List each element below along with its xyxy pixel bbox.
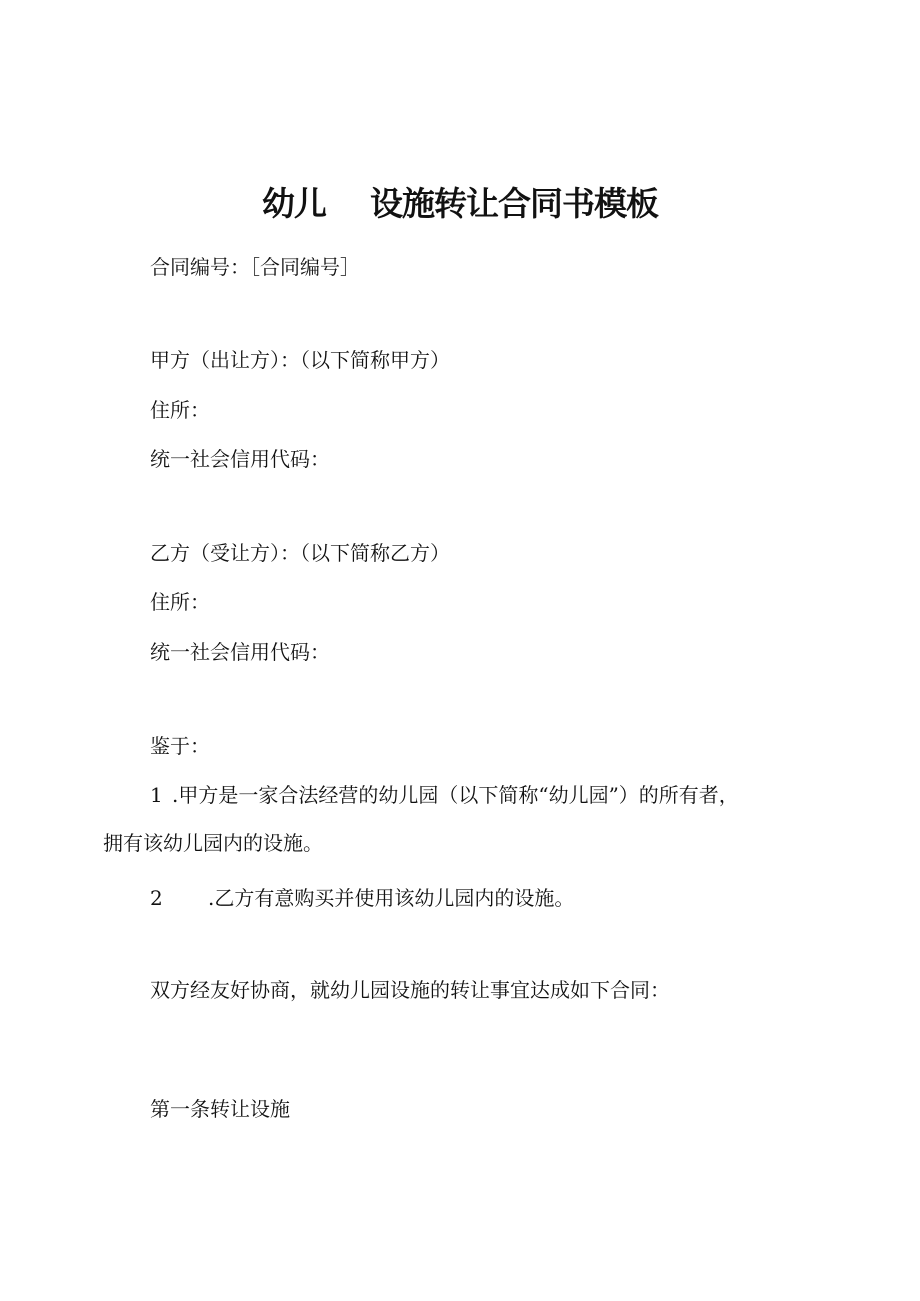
- title-part-1: 幼儿: [262, 184, 326, 223]
- item-1-number: 1: [150, 783, 163, 807]
- whereas-item-1-continued: 拥有该幼儿园内的设施。: [103, 831, 323, 855]
- whereas-item-2: [150, 886, 574, 910]
- article-1-heading: 第一条转让设施: [150, 1097, 290, 1121]
- whereas-item-1: [150, 783, 739, 807]
- title-part-2: 设施转让合同书模板: [370, 184, 658, 223]
- party-a-heading: 甲方（出让方）：（以下简称甲方）: [150, 348, 450, 372]
- party-b-heading: 乙方（受让方）：（以下简称乙方）: [150, 541, 450, 565]
- contract-number: 合同编号：［合同编号］: [150, 255, 360, 279]
- document-title: [0, 178, 920, 225]
- item-2-text: .乙方有意购买并使用该幼儿园内的设施。: [208, 886, 575, 910]
- party-b-credit-code: 统一社会信用代码：: [150, 640, 330, 664]
- party-a-address: 住所：: [150, 398, 210, 422]
- whereas-heading: 鉴于：: [150, 734, 210, 758]
- party-b-address: 住所：: [150, 590, 210, 614]
- party-a-credit-code: 统一社会信用代码：: [150, 447, 330, 471]
- item-2-number: 2: [150, 886, 163, 910]
- agreement-statement: 双方经友好协商，就幼儿园设施的转让事宜达成如下合同：: [150, 978, 670, 1002]
- item-1-text: .甲方是一家合法经营的幼儿园（以下简称“幼儿园”）的所有者，: [172, 783, 739, 807]
